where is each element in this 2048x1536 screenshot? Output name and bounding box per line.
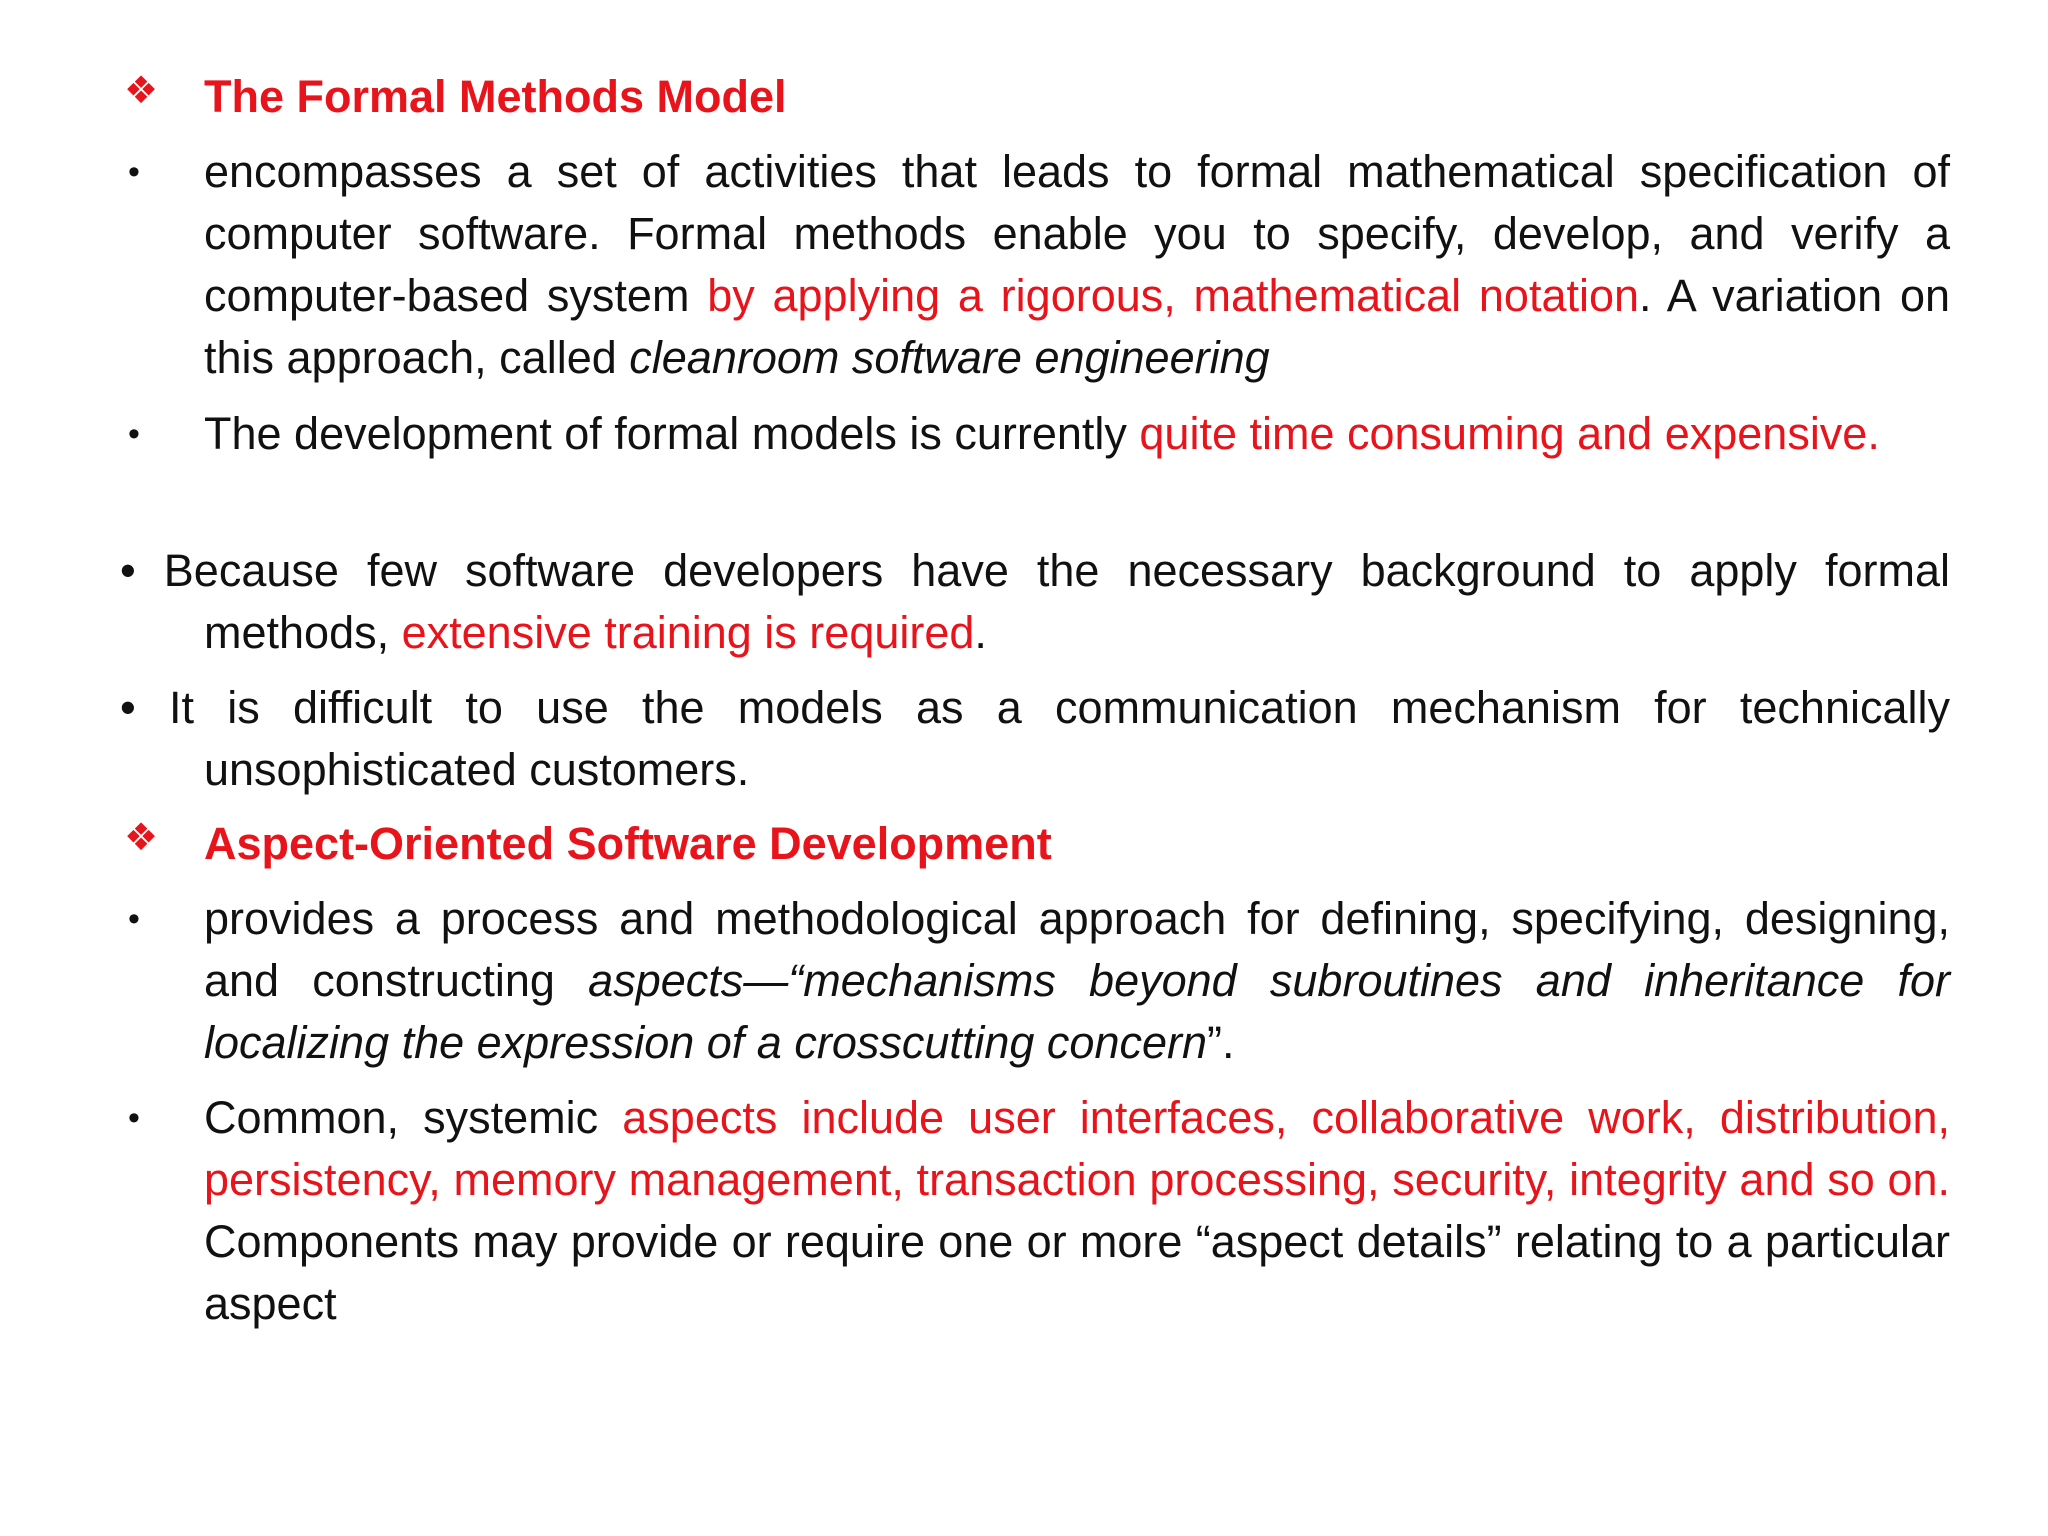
text-run: .: [974, 607, 987, 658]
list-item: [120, 677, 1950, 801]
list-item: [120, 1087, 1950, 1335]
section-heading-row: [120, 813, 1950, 875]
bullet-text: [204, 141, 1950, 389]
text-run: Common, systemic: [204, 1092, 623, 1143]
text-run: The development of formal models is currently: [204, 408, 1140, 459]
bullet-text: [120, 677, 1950, 801]
bullet-dot-icon: •: [128, 153, 140, 191]
italic-text: aspects—“mechanisms beyond subroutines and inheritance for localizing the expression of a crosscutting concern: [204, 955, 1950, 1068]
section-heading-aspect-oriented: Aspect-Oriented Software Development: [204, 818, 1052, 869]
highlight-text: by applying a rigorous, mathematical notation: [707, 270, 1640, 321]
bullet-text: [204, 1087, 1950, 1335]
text-run: . A variation on this approach, called: [204, 270, 1951, 383]
four-diamond-icon: ❖: [124, 817, 159, 859]
four-diamond-icon: ❖: [124, 70, 159, 112]
highlight-text: aspects include user interfaces, collaborative work, distribution, persistency, memory management, transaction processing, security, integrity and so on.: [204, 1092, 1950, 1205]
text-run: encompasses a set of activities that leads to formal mathematical specification of computer software. Formal methods enable you to specify, develop, and verify a computer-based system: [204, 146, 1950, 321]
bullet-dot-icon: •: [128, 1099, 140, 1137]
bullet-dot-icon: •: [120, 545, 136, 596]
text-run: Components may provide or require one or more “aspect details” relating to a particular aspect: [204, 1216, 1950, 1329]
list-item: [120, 888, 1950, 1074]
text-run: ”.: [1207, 1017, 1235, 1068]
bullet-text: [204, 888, 1950, 1074]
highlight-text: extensive training is required: [401, 607, 975, 658]
highlight-text: quite time consuming and expensive.: [1139, 408, 1880, 459]
list-item: [120, 141, 1950, 389]
italic-text: cleanroom software engineering: [629, 332, 1270, 383]
bullet-dot-icon: •: [128, 415, 140, 453]
bullet-dot-icon: •: [120, 682, 136, 733]
section-heading-row: [120, 66, 1950, 128]
text-run: provides a process and methodological approach for defining, specifying, designing, and constructing: [204, 893, 1950, 1006]
list-item: [120, 540, 1950, 664]
list-item: [120, 403, 1950, 465]
bullet-text: [120, 540, 1950, 664]
text-run: Because few software developers have the necessary background to apply formal methods,: [163, 545, 1950, 658]
bullet-text: [204, 403, 1950, 465]
section-heading-formal-methods: The Formal Methods Model: [204, 71, 787, 122]
bullet-dot-icon: •: [128, 900, 140, 938]
text-run: It is difficult to use the models as a communication mechanism for technically unsophisticated customers.: [169, 682, 1950, 795]
